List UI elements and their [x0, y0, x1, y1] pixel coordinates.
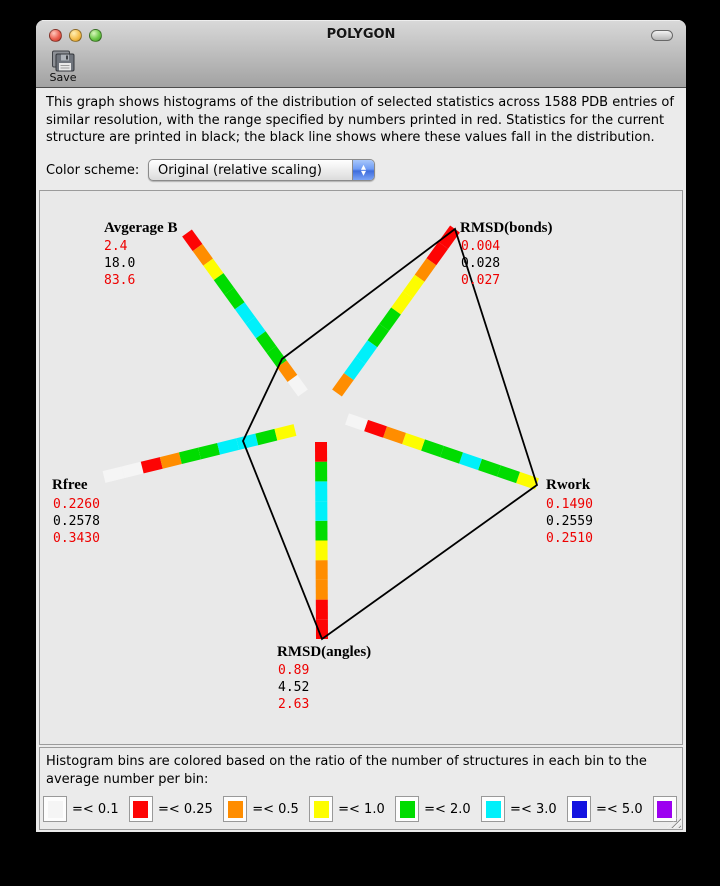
- description-line: structure are printed in black; the black line shows where these values fall in the distribution.: [46, 130, 655, 145]
- histogram-bin-segment: [366, 426, 385, 433]
- axis-value: 0.028: [461, 256, 501, 271]
- legend-bin-swatch: [309, 796, 333, 822]
- legend-bin: [567, 796, 643, 822]
- histogram-bin-segment: [261, 335, 272, 350]
- color-scheme-row: [46, 158, 676, 184]
- purple-bin-swatch: [657, 801, 672, 818]
- description-line: similar resolution, with the range specified by numbers printed in red. Statistics for the current: [46, 112, 665, 128]
- polygon-window: [36, 20, 686, 832]
- legend-bin-swatch: [43, 796, 67, 822]
- histogram-bin-segment: [499, 471, 518, 478]
- polygon-plot-canvas: [39, 190, 683, 745]
- save-button[interactable]: [43, 50, 83, 83]
- legend-bin: [129, 796, 213, 822]
- legend-bins-row: [43, 794, 677, 824]
- green-bin-swatch: [400, 801, 415, 818]
- histogram-bin-segment: [431, 245, 443, 261]
- legend-bin: [481, 796, 557, 822]
- histogram-bin-segment: [257, 435, 276, 440]
- axis-label: Rwork: [546, 477, 591, 493]
- axis-value: 0.3430: [53, 531, 100, 546]
- axis-value: 2.63: [278, 697, 310, 712]
- axis-value: 2.4: [104, 239, 128, 254]
- legend-bin-label: =< 0.1: [72, 801, 119, 817]
- histogram-bin-segment: [396, 295, 408, 311]
- axis-value: 0.2260: [53, 497, 100, 512]
- legend-bin-swatch: [567, 796, 591, 822]
- histogram-bin-segment: [347, 419, 366, 426]
- axis-value: 0.004: [461, 239, 501, 254]
- legend-bin: [43, 796, 119, 822]
- histogram-bin-segment: [219, 277, 230, 292]
- description-line: This graph shows histograms of the distribution of selected statistics across 1588 PDB entries of: [46, 95, 674, 110]
- save-button-label: Save: [49, 71, 77, 84]
- histogram-bin-segment: [142, 463, 161, 468]
- legend-bin: [309, 796, 385, 822]
- histogram-bin-segment: [372, 327, 384, 343]
- histogram-bin-segment: [250, 320, 261, 335]
- cyan-bin-swatch: [486, 801, 501, 818]
- axis-value: 0.027: [461, 273, 501, 288]
- legend-bin: [223, 796, 299, 822]
- axis-value: 4.52: [278, 680, 310, 695]
- axis-label: Rfree: [52, 477, 88, 493]
- legend-bin-swatch: [129, 796, 153, 822]
- legend-bin-label: =< 0.25: [157, 801, 213, 817]
- histogram-bin-segment: [219, 444, 238, 449]
- toolbar: [36, 50, 686, 88]
- histogram-bin-segment: [123, 468, 142, 473]
- legend-bin-label: =< 5.0: [596, 801, 643, 817]
- axis-value: 0.1490: [546, 497, 593, 512]
- histogram-bin-segment: [404, 439, 423, 446]
- legend-bin-swatch: [481, 796, 505, 822]
- orange-bin-swatch: [228, 801, 243, 818]
- histogram-bin-segment: [337, 377, 349, 393]
- red-bin-swatch: [133, 801, 148, 818]
- legend-panel: [39, 747, 683, 830]
- color-scheme-selected-value: Original (relative scaling): [158, 163, 322, 178]
- histogram-bars: [104, 229, 537, 639]
- histogram-bin-segment: [480, 465, 499, 472]
- legend-bin-swatch: [395, 796, 419, 822]
- legend-caption-line: average number per bin:: [46, 771, 209, 787]
- histogram-bin-segment: [161, 458, 180, 463]
- axis-value: 0.89: [278, 663, 310, 678]
- legend-bin-label: =< 3.0: [510, 801, 557, 817]
- histogram-bin-segment: [385, 432, 404, 439]
- window-chrome: [36, 20, 686, 88]
- histogram-bin-segment: [361, 344, 373, 360]
- histogram-bin-segment: [104, 472, 123, 477]
- axis-label: Avgerage B: [104, 220, 178, 236]
- color-scheme-select[interactable]: [148, 159, 375, 181]
- histogram-bin-segment: [282, 364, 293, 379]
- legend-bin-swatch: [223, 796, 247, 822]
- histogram-bin-segment: [461, 458, 480, 465]
- legend-bin: [395, 796, 471, 822]
- toolbar-toggle-pill-button[interactable]: [651, 30, 673, 41]
- axis-value: 18.0: [104, 256, 136, 271]
- axis-label: RMSD(bonds): [460, 220, 553, 236]
- color-scheme-label: Color scheme:: [46, 163, 140, 178]
- radar-histogram-chart: [40, 191, 682, 744]
- histogram-bin-segment: [208, 262, 219, 277]
- legend-bin-label: =< 1.0: [338, 801, 385, 817]
- blue-bin-swatch: [572, 801, 587, 818]
- legend-bin: [653, 796, 677, 822]
- histogram-bin-segment: [292, 378, 303, 393]
- legend-bin-swatch: [653, 796, 677, 822]
- histogram-bin-segment: [420, 262, 432, 278]
- yellow-bin-swatch: [314, 801, 329, 818]
- legend-bin-label: =< 2.0: [424, 801, 471, 817]
- white-bin-swatch: [48, 801, 63, 818]
- histogram-bin-segment: [200, 449, 219, 454]
- histogram-bin-segment: [408, 278, 420, 294]
- legend-bin-label: =< 0.5: [252, 801, 299, 817]
- axis-value: 0.2510: [546, 531, 593, 546]
- save-floppy-icon: [43, 50, 83, 72]
- histogram-bin-segment: [180, 454, 199, 459]
- histogram-bin-segment: [240, 306, 251, 321]
- axis-label: RMSD(angles): [277, 644, 372, 660]
- histogram-bin-segment: [198, 248, 209, 263]
- histogram-bin-segment: [238, 439, 257, 444]
- histogram-bin-segment: [187, 233, 198, 248]
- axis-value: 0.2559: [546, 514, 593, 529]
- axis-value: 83.6: [104, 273, 136, 288]
- histogram-bin-segment: [276, 430, 295, 435]
- window-title: POLYGON: [326, 27, 396, 42]
- histogram-bin-segment: [384, 311, 396, 327]
- histogram-bin-segment: [229, 291, 240, 306]
- legend-caption-line: Histogram bins are colored based on the ratio of the number of structures in each bin to the: [46, 754, 647, 769]
- legend-caption: [46, 753, 676, 788]
- histogram-bin-segment: [442, 452, 461, 459]
- histogram-bin-segment: [423, 445, 442, 452]
- axis-value: 0.2578: [53, 514, 100, 529]
- titlebar[interactable]: [36, 20, 686, 50]
- histogram-bin-segment: [349, 360, 361, 376]
- dropdown-stepper-icon: ▲ ▼: [352, 160, 374, 180]
- description-text: [46, 94, 680, 147]
